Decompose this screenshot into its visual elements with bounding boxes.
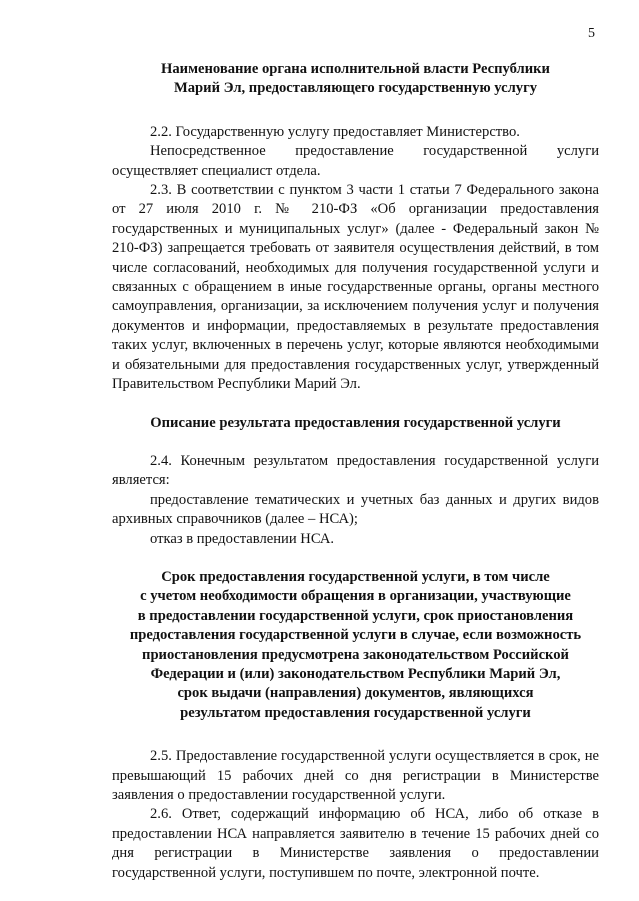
paragraph-2-6: 2.6. Ответ, содержащий информацию об НСА, либо об отказе в предоставлении НСА направляется заявителю в течение 15 рабочих дней со дня регистрации в Министерстве заявления о предоставлении государственной услуги, поступившем по почте, электронной почте. [112, 806, 599, 881]
paragraph-2-2: 2.2. Государственную услугу предоставляет Министерство. [150, 123, 520, 140]
heading-line: предоставления государственной услуги в случае, если возможность [129, 627, 582, 644]
heading-line: Федерации и (или) законодательством Республики Марий Эл, [150, 665, 561, 682]
page-number: 5 [588, 26, 595, 41]
paragraph-result-provision: предоставление тематических и учетных баз данных и других видов архивных справочников (далее – НСА); [112, 491, 599, 528]
heading-line: Срок предоставления государственной услуги, в том числе [161, 568, 550, 585]
section-deadlines [112, 568, 599, 883]
paragraph-specialist: Непосредственное предоставление государственной услуги осуществляет специалист отдела. [112, 143, 599, 179]
heading-line: с учетом необходимости обращения в организации, участвующие [140, 588, 571, 605]
section-result [112, 414, 599, 549]
heading-line: в предоставлении государственной услуги, срок приостановления [137, 607, 574, 624]
heading-line: результатом предоставления государственной услуги [180, 704, 531, 721]
section-heading-authority-line2: Марий Эл, предоставляющего государственную услугу [173, 80, 538, 97]
section-heading-deadlines [112, 568, 599, 723]
heading-line: приостановления предусмотрена законодательством Российской [142, 646, 569, 663]
paragraph-2-5: 2.5. Предоставление государственной услуги осуществляется в срок, не превышающий 15 рабочих дней со дня регистрации в Министерстве заявления о предоставлении государственной услуги. [112, 748, 599, 803]
section-authority [112, 60, 599, 395]
paragraph-2-4: 2.4. Конечным результатом предоставления государственной услуги является: [112, 452, 599, 489]
section-heading-authority-line1: Наименование органа исполнительной власти Республики [161, 61, 550, 77]
heading-line: срок выдачи (направления) документов, являющихся [177, 685, 534, 702]
section-heading-result: Описание результата предоставления государственной услуги [150, 414, 561, 431]
paragraph-result-refusal: отказ в предоставлении НСА. [150, 530, 335, 547]
document-body [112, 60, 599, 883]
paragraph-2-3: 2.3. В соответствии с пунктом 3 части 1 статьи 7 Федерального закона от 27 июля 2010 г. № 210-ФЗ «Об организации предоставления государственных и муниципальных услуг» (далее - Федеральный закон № 210-ФЗ) запрещается требовать от заявителя осуществления действий, в том числе согласований, необходимых для получения государственной услуги и связанных с обращением в иные государственные органы, органы местного самоуправления, организации, за исключением получения услуг и получения документов и информации, предоставляемых в результате предоставления таких услуг, включенных в перечень услуг, которые являются необходимыми и обязательными для предоставления государственных услуг, утвержденный Правительством Республики Марий Эл. [112, 182, 599, 393]
